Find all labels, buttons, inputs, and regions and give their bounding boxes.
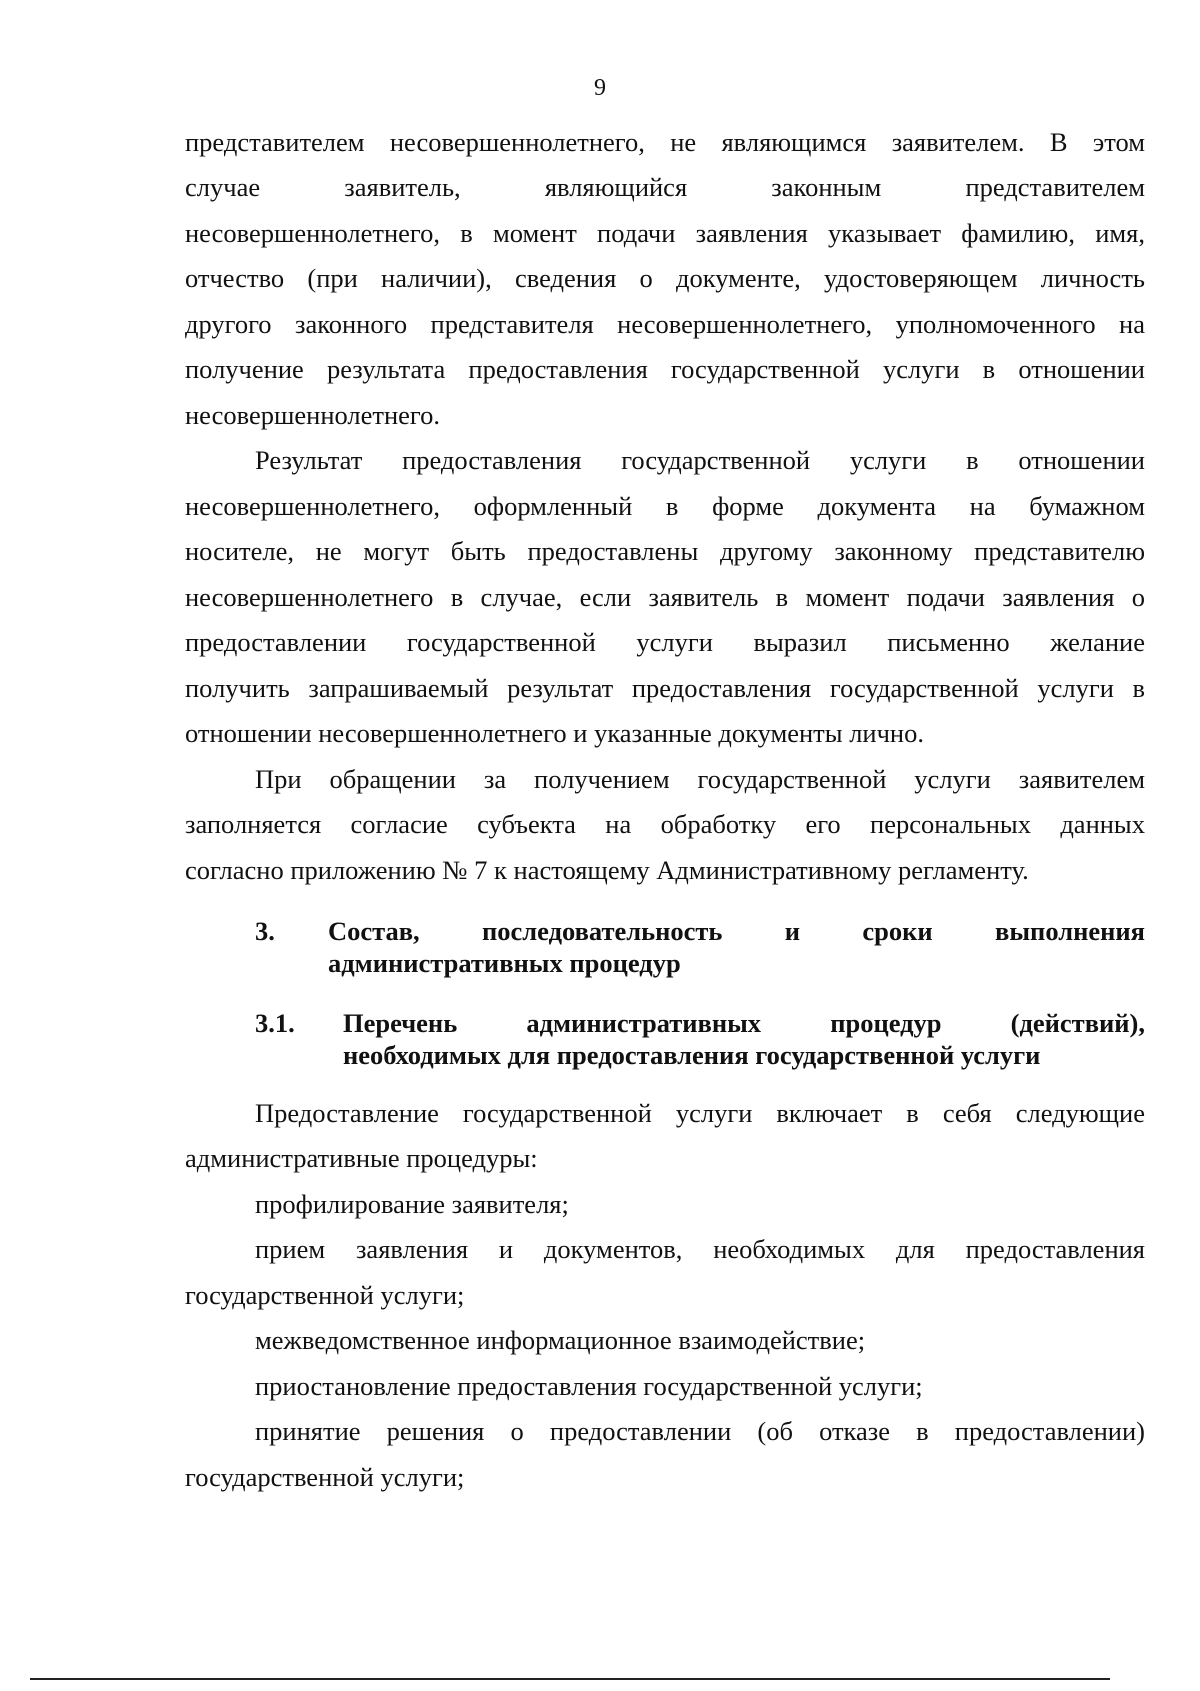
section-heading-line: административных процедур (328, 948, 681, 978)
subsection-heading-line: необходимых для предоставления государственной услуги (343, 1040, 1041, 1070)
list-item: межведомственное информационное взаимодействие; (255, 1325, 866, 1355)
text-line: получить запрашиваемый результат предоставления государственной услуги в (185, 673, 1145, 703)
text-line: несовершеннолетнего, в момент подачи заявления указывает фамилию, имя, (185, 218, 1145, 248)
text-line: предоставлении государственной услуги выразил письменно желание (185, 627, 1145, 657)
subsection-number: 3.1. (255, 1008, 295, 1038)
text-line: случае заявитель, являющийся законным представителем (185, 172, 1145, 202)
text-line: представителем несовершеннолетнего, не являющимся заявителем. В этом (185, 127, 1145, 157)
text-line: другого законного представителя несовершеннолетнего, уполномоченного на (185, 309, 1145, 339)
text-line: При обращении за получением государственной услуги заявителем (255, 764, 1145, 794)
text-line: несовершеннолетнего в случае, если заявитель в момент подачи заявления о (185, 582, 1145, 612)
subsection-heading-line: Перечень административных процедур (действий), (343, 1008, 1145, 1038)
text-line: Предоставление государственной услуги включает в себя следующие (255, 1098, 1145, 1128)
section-heading-line: Состав, последовательность и сроки выполнения (328, 916, 1145, 946)
list-item: приостановление предоставления государственной услуги; (255, 1371, 923, 1401)
text-line: государственной услуги; (185, 1462, 465, 1492)
list-item: прием заявления и документов, необходимых для предоставления (255, 1234, 1145, 1264)
list-item: профилирование заявителя; (255, 1189, 569, 1219)
text-line: несовершеннолетнего. (185, 400, 441, 430)
bottom-rule (30, 1678, 1110, 1680)
text-line: согласно приложению № 7 к настоящему Административному регламенту. (185, 855, 1029, 885)
text-line: государственной услуги; (185, 1280, 465, 1310)
text-line: административные процедуры: (185, 1143, 538, 1173)
text-line: отношении несовершеннолетнего и указанные документы лично. (185, 718, 924, 748)
list-item: принятие решения о предоставлении (об отказе в предоставлении) (255, 1416, 1145, 1446)
text-line: несовершеннолетнего, оформленный в форме документа на бумажном (185, 491, 1145, 521)
text-line: отчество (при наличии), сведения о документе, удостоверяющем личность (185, 263, 1145, 293)
page-number: 9 (594, 75, 606, 101)
text-line: носителе, не могут быть предоставлены другому законному представителю (185, 536, 1145, 566)
section-number: 3. (255, 916, 275, 946)
text-line: Результат предоставления государственной услуги в отношении (255, 445, 1145, 475)
text-line: заполняется согласие субъекта на обработку его персональных данных (185, 809, 1145, 839)
text-line: получение результата предоставления государственной услуги в отношении (185, 354, 1145, 384)
